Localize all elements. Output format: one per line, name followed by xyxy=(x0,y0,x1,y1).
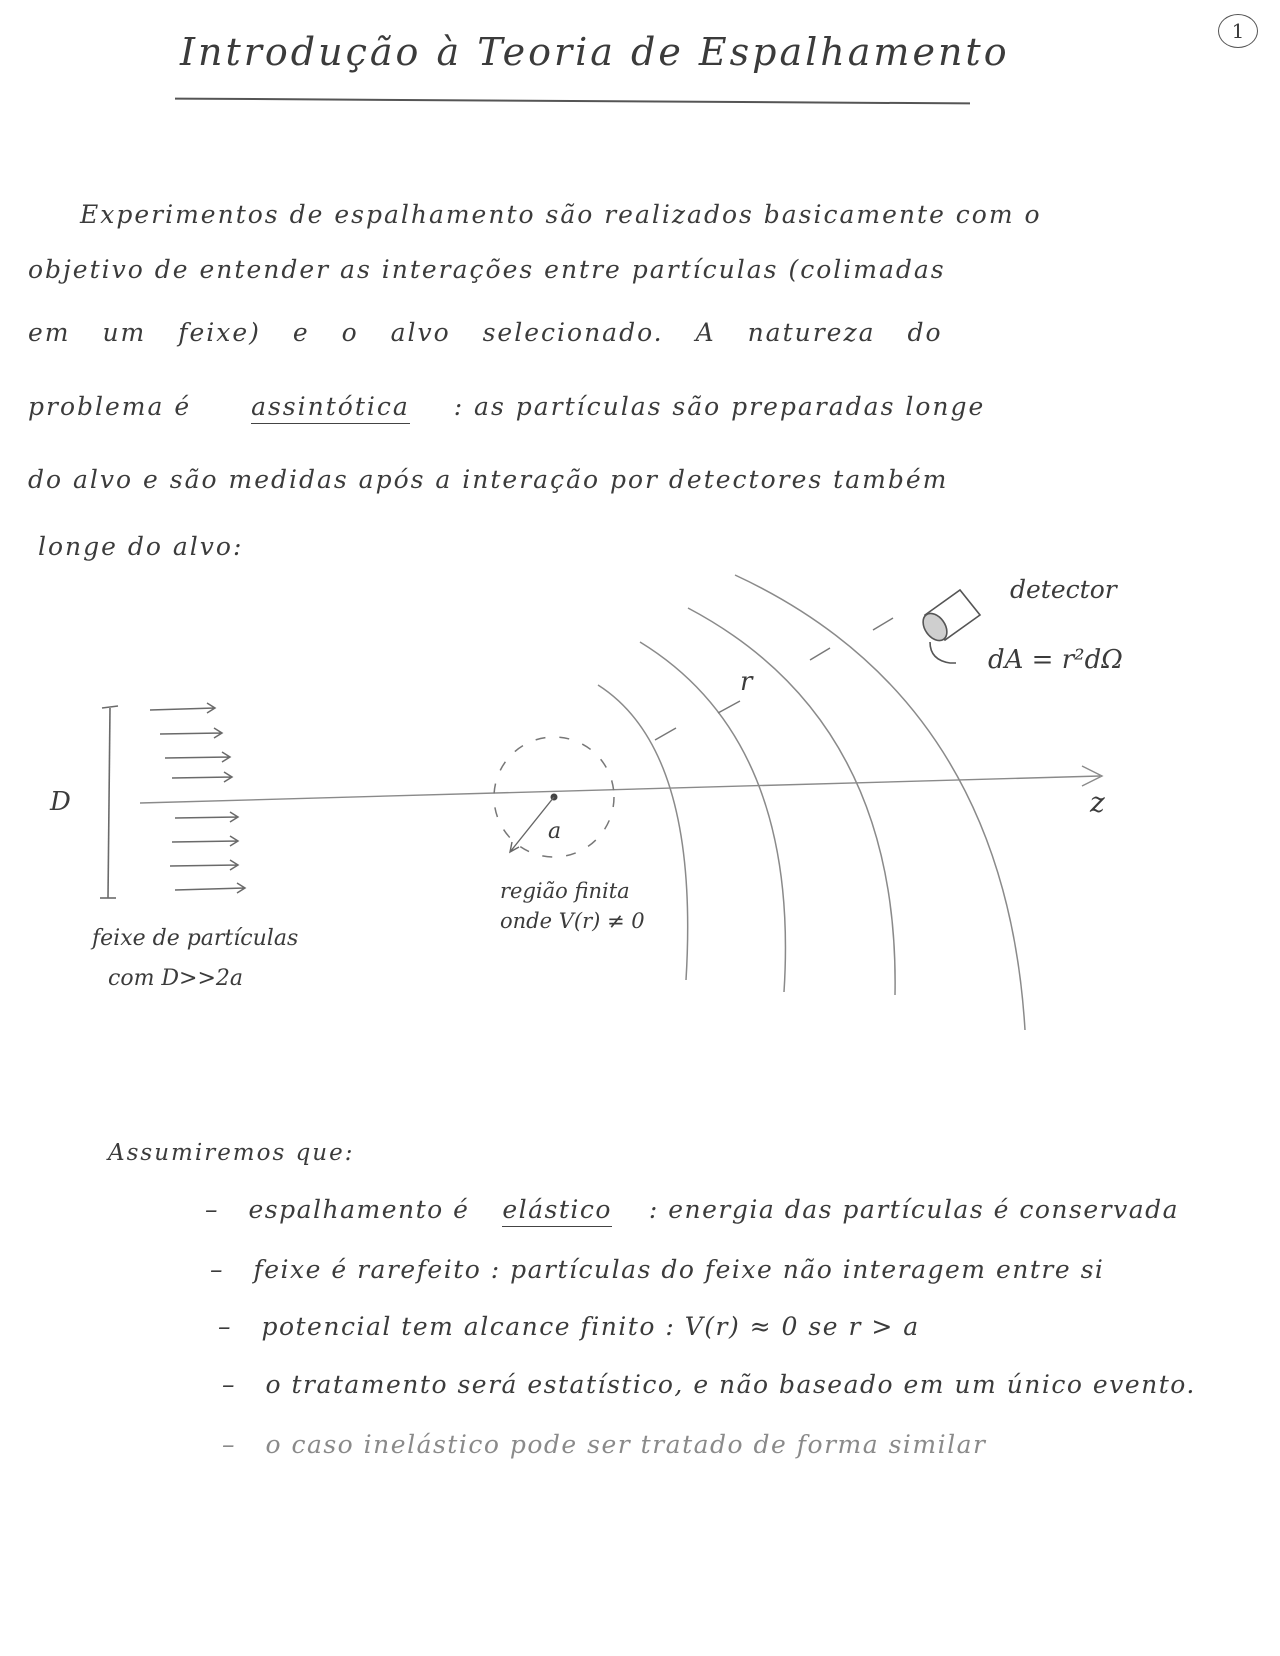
page-number: 1 xyxy=(1218,14,1258,48)
detector-label: detector xyxy=(1010,575,1117,604)
bullet-dash: – xyxy=(205,1195,219,1224)
beam-width-bar-cap-top xyxy=(102,706,118,708)
beam-arrow xyxy=(160,728,222,738)
page-title: Introdução à Teoria de Espalhamento xyxy=(180,30,1010,74)
radius-tick xyxy=(873,618,893,630)
target-radius-label: a xyxy=(548,819,562,844)
beam-arrow xyxy=(172,772,232,782)
z-axis xyxy=(140,776,1100,803)
wavefront-2 xyxy=(640,642,785,992)
beam-width-label: D xyxy=(50,787,71,817)
paragraph-line-3: em um feixe) e o alvo selecionado. A natureza do xyxy=(28,318,943,347)
area-element-formula: dA = r²dΩ xyxy=(988,645,1123,675)
wavefront-3 xyxy=(688,608,895,995)
assumption-item xyxy=(218,1312,920,1341)
radius-label: r xyxy=(740,667,753,697)
paragraph-line-6: longe do alvo: xyxy=(38,532,244,561)
beam-label-line-1: feixe de partículas xyxy=(92,926,299,951)
beam-width-bar xyxy=(108,708,110,898)
assumption-item xyxy=(222,1430,986,1459)
beam-label-line-2: com D>>2a xyxy=(108,966,244,991)
beam-arrow xyxy=(175,812,238,822)
region-label-line-2: onde V(r) ≠ 0 xyxy=(500,909,645,933)
radius-tick xyxy=(655,728,676,740)
beam-arrow xyxy=(165,752,230,762)
bullet-dash: – xyxy=(218,1312,232,1341)
assumption-text: o tratamento será estatístico, e não baseado em um único evento. xyxy=(265,1370,1196,1399)
assumption-text: feixe é rarefeito : partículas do feixe não interagem entre si xyxy=(253,1255,1105,1284)
z-axis-label: z xyxy=(1090,786,1105,819)
paragraph-line-4 xyxy=(28,392,985,421)
beam-arrow xyxy=(175,883,245,893)
beam-arrow xyxy=(150,703,215,713)
assumption-item xyxy=(205,1195,1179,1224)
assumption-text: potencial tem alcance finito : V(r) ≈ 0 se r > a xyxy=(261,1312,920,1341)
bullet-dash: – xyxy=(210,1255,224,1284)
beam-arrow xyxy=(172,836,238,846)
assumption-text-rest: : energia das partículas é conservada xyxy=(648,1195,1180,1224)
title-underline xyxy=(175,98,970,105)
paragraph-line-4-rest: : as partículas são preparadas longe xyxy=(453,392,986,421)
assumptions-heading: Assumiremos que: xyxy=(108,1140,355,1166)
assintotica-emphasis: assintótica xyxy=(251,392,410,424)
paragraph-line-2: objetivo de entender as interações entre partículas (colimadas xyxy=(28,255,946,284)
elastico-emphasis: elástico xyxy=(502,1195,612,1227)
assumption-item xyxy=(210,1255,1104,1284)
scattering-diagram xyxy=(0,560,1280,1080)
assumption-item xyxy=(222,1370,1196,1399)
paragraph-line-4-start: problema é xyxy=(28,392,192,421)
paragraph-line-1: Experimentos de espalhamento são realizados basicamente com o xyxy=(80,200,1042,229)
wavefront-4 xyxy=(735,575,1025,1030)
detector-icon xyxy=(918,590,980,663)
bullet-dash: – xyxy=(222,1370,236,1399)
region-label-line-1: região finita xyxy=(500,879,630,903)
radius-tick xyxy=(718,701,740,713)
assumption-text: o caso inelástico pode ser tratado de forma similar xyxy=(265,1430,987,1459)
bullet-dash: – xyxy=(222,1430,236,1459)
radius-tick xyxy=(810,648,830,660)
beam-arrow xyxy=(170,860,238,870)
assumption-text: espalhamento é xyxy=(248,1195,470,1224)
paragraph-line-5: do alvo e são medidas após a interação por detectores também xyxy=(28,465,949,494)
